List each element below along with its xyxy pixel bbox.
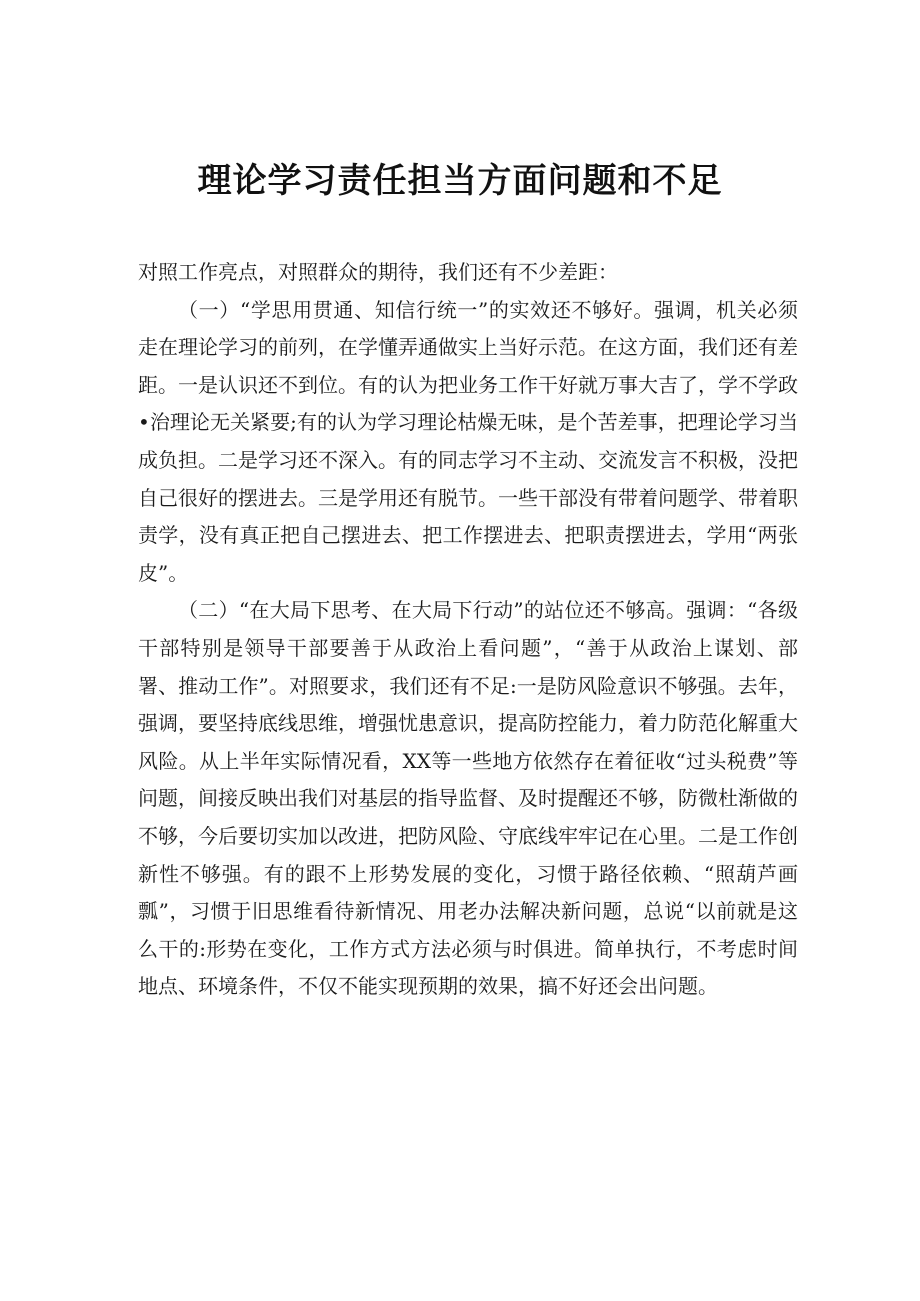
section-one-paragraph: （一）“学思用贯通、知信行统一”的实效还不够好。强调，机关必须走在理论学习的前列，在学懂弄通做实上当好示范。在这方面，我们还有差距。一是认识还不到位。有的认为把业务工作干好就万事大吉了，学不学政•治理论无关紧要;有的认为学习理论枯燥无味，是个苦差事，把理论学习当成负担。二是学习还不深入。有的同志学习不主动、交流发言不积极，没把自己很好的摆进去。三是学用还有脱节。一些干部没有带着问题学、带着职责学，没有真正把自己摆进去、把工作摆进去、把职责摆进去，学用“两张皮”。 bbox=[138, 297, 798, 585]
intro-paragraph: 对照工作亮点，对照群众的期待，我们还有不少差距： bbox=[138, 260, 618, 284]
document-body bbox=[138, 254, 798, 1006]
section-two-paragraph: （二）“在大局下思考、在大局下行动”的站位还不够高。强调：“各级干部特别是领导干部要善于从政治上看问题”，“善于从政治上谋划、部署、推动工作”。对照要求，我们还有不足:一是防风险意识不够强。去年，强调，要坚持底线思维，增强忧患意识，提高防控能力，着力防范化解重大风险。从上半年实际情况看，XX等一些地方依然存在着征收“过头税费”等问题，间接反映出我们对基层的指导监督、及时提醒还不够，防微杜渐做的不够，今后要切实加以改进，把防风险、守底线牢牢记在心里。二是工作创新性不够强。有的跟不上形势发展的变化，习惯于路径依赖、“照葫芦画瓢”，习惯于旧思维看待新情况、用老办法解决新问题，总说“以前就是这么干的:形势在变化，工作方式方法必须与时俱进。简单执行，不考虑时间地点、环境条件，不仅不能实现预期的效果，搞不好还会出问题。 bbox=[138, 598, 798, 999]
document-title: 理论学习责任担当方面问题和不足 bbox=[197, 161, 723, 201]
